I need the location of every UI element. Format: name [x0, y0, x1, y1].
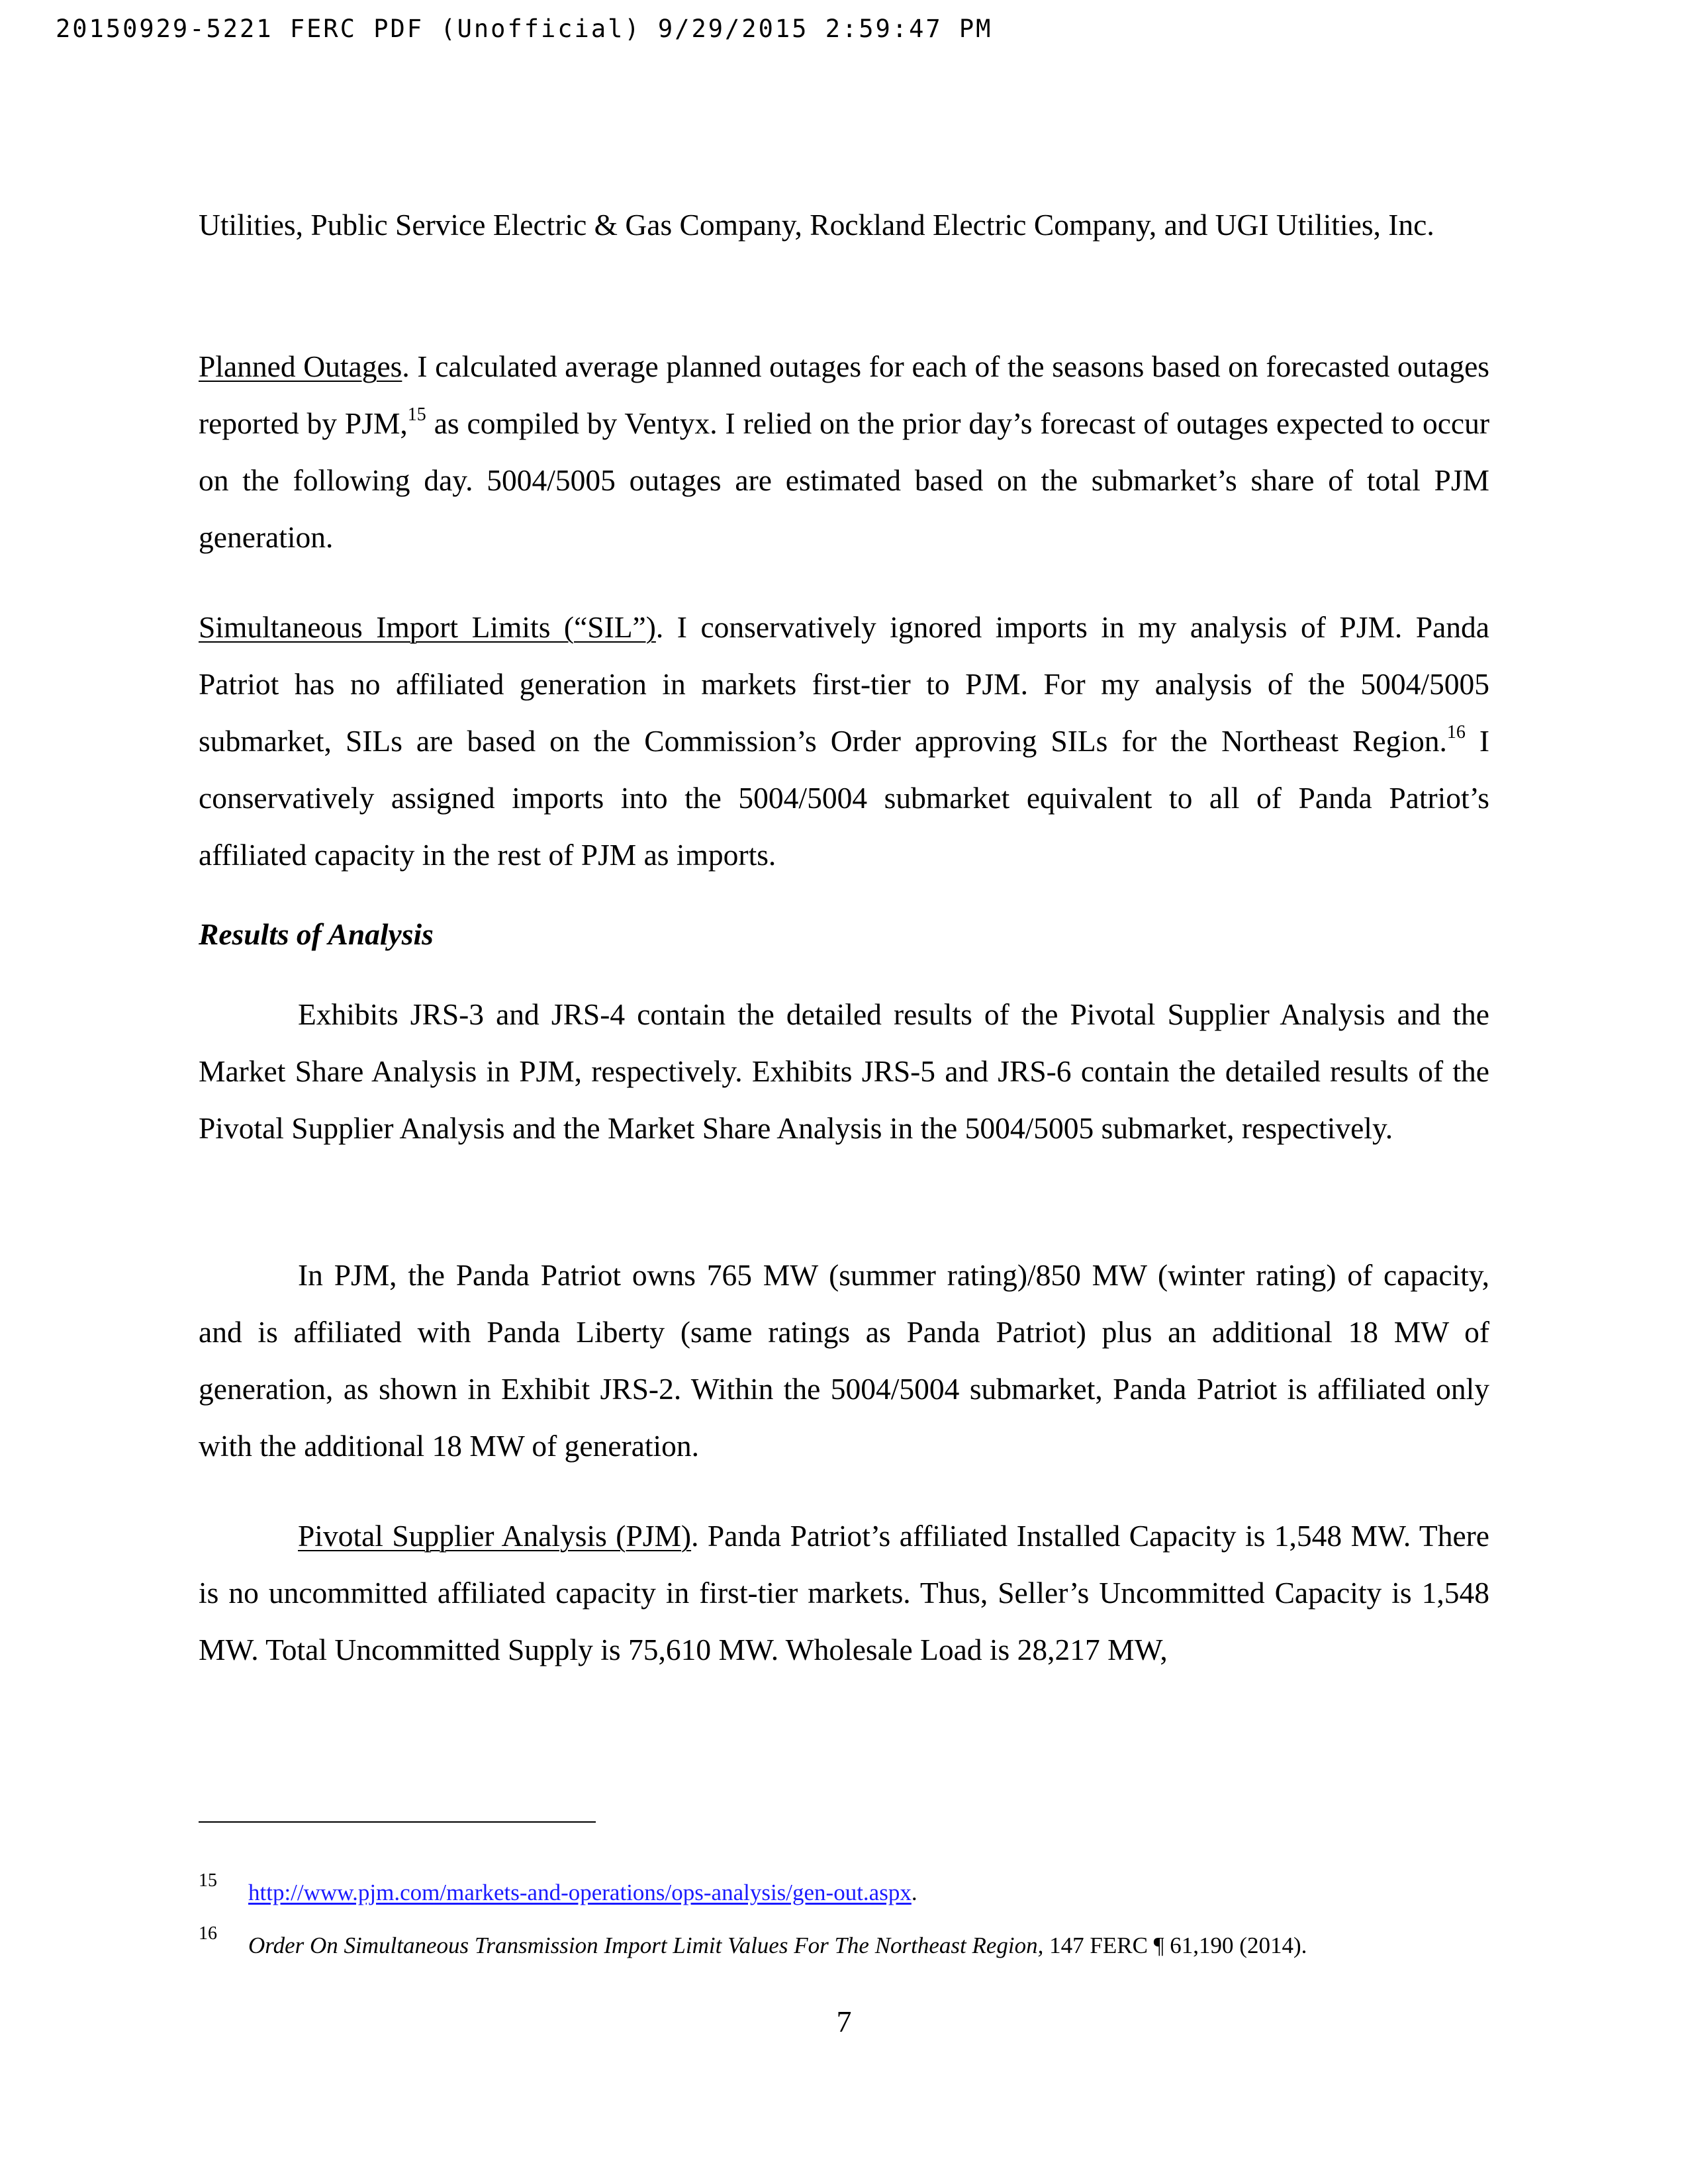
paragraph-text	[199, 338, 1489, 566]
footnote-link-pjm[interactable]: http://www.pjm.com/markets-and-operations/ops-analysis/gen-out.aspx	[248, 1880, 912, 1905]
paragraph-pjm-capacity	[199, 1247, 1489, 1475]
ferc-filing-stamp: 20150929-5221 FERC PDF (Unofficial) 9/29/2015 2:59:47 PM	[56, 15, 993, 43]
paragraph-text-part: I conservatively assigned imports into the 5004/5004 submarket equivalent to all of Panda Patriot’s affiliated capacity in the rest of PJM as imports.	[199, 724, 1489, 872]
footnote-ref-16[interactable]: 16	[1446, 721, 1466, 743]
paragraph-text	[199, 1508, 1489, 1678]
paragraph-utilities	[199, 197, 1489, 253]
paragraph-text: Utilities, Public Service Electric & Gas Company, Rockland Electric Company, and UGI Utilities, Inc.	[199, 208, 1434, 242]
paragraph-text: Exhibits JRS-3 and JRS-4 contain the detailed results of the Pivotal Supplier Analysis and the Market Share Analysis in PJM, respectively. Exhibits JRS-5 and JRS-6 contain the detailed results of the Pivotal Supplier Analysis and the Market Share Analysis in the 5004/5005 submarket, respectively.	[199, 997, 1489, 1145]
section-heading-results: Results of Analysis	[199, 917, 434, 951]
paragraph-heading-planned-outages: Planned Outages	[199, 349, 402, 383]
paragraph-planned-outages	[199, 338, 1489, 566]
footnote-text-part: 147 FERC ¶ 61,190 (2014).	[1043, 1933, 1307, 1958]
paragraph-text	[199, 599, 1489, 884]
paragraph-text-part: . Panda Patriot’s affiliated Installed Capacity is 1,548 MW. There is no uncommitted affiliated capacity in first-tier markets. Thus, Seller’s Uncommitted Capacity is 1,548 MW. Total Uncommitted Supply is 75,610 MW. Wholesale Load is 28,217 MW,	[199, 1519, 1489, 1666]
footnote-ref-15[interactable]: 15	[407, 404, 426, 425]
footnote-citation-title: Order On Simultaneous Transmission Import Limit Values For The Northeast Region,	[248, 1933, 1044, 1958]
paragraph-sil	[199, 599, 1489, 884]
footnote-text-part: .	[911, 1880, 917, 1905]
paragraph-text-part: . I conservatively ignored imports in my analysis of PJM. Panda Patriot has no affiliated generation in markets first-tier to PJM. For my analysis of the 5004/5005 submarket, SILs are based on the Commission’s Order approving SILs for the Northeast Region.	[199, 610, 1489, 758]
paragraph-heading-sil: Simultaneous Import Limits (“SIL”)	[199, 610, 656, 644]
page-number: 7	[836, 2005, 852, 2038]
paragraph-text-part: . I calculated average planned outages for each of the seasons based on forecasted outages reported by PJM,	[199, 349, 1489, 440]
paragraph-text: In PJM, the Panda Patriot owns 765 MW (summer rating)/850 MW (winter rating) of capacity, and is affiliated with Panda Liberty (same ratings as Panda Patriot) plus an additional 18 MW of generation, as shown in Exhibit JRS-2. Within the 5004/5004 submarket, Panda Patriot is affiliated only with the additional 18 MW of generation.	[199, 1258, 1489, 1463]
footnote-separator	[199, 1821, 596, 1823]
footnote-number: 16	[199, 1923, 217, 1944]
footnote-text	[248, 1880, 917, 1906]
footnote-text	[248, 1933, 1307, 1959]
paragraph-heading-pivotal-supplier: Pivotal Supplier Analysis (PJM)	[298, 1519, 692, 1553]
paragraph-text-part: as compiled by Ventyx. I relied on the prior day’s forecast of outages expected to occur on the following day. 5004/5005 outages are estimated based on the submarket’s share of total PJM generation.	[199, 406, 1489, 554]
footnote-number: 15	[199, 1870, 217, 1891]
paragraph-exhibits	[199, 986, 1489, 1157]
paragraph-pivotal-supplier	[199, 1508, 1489, 1678]
